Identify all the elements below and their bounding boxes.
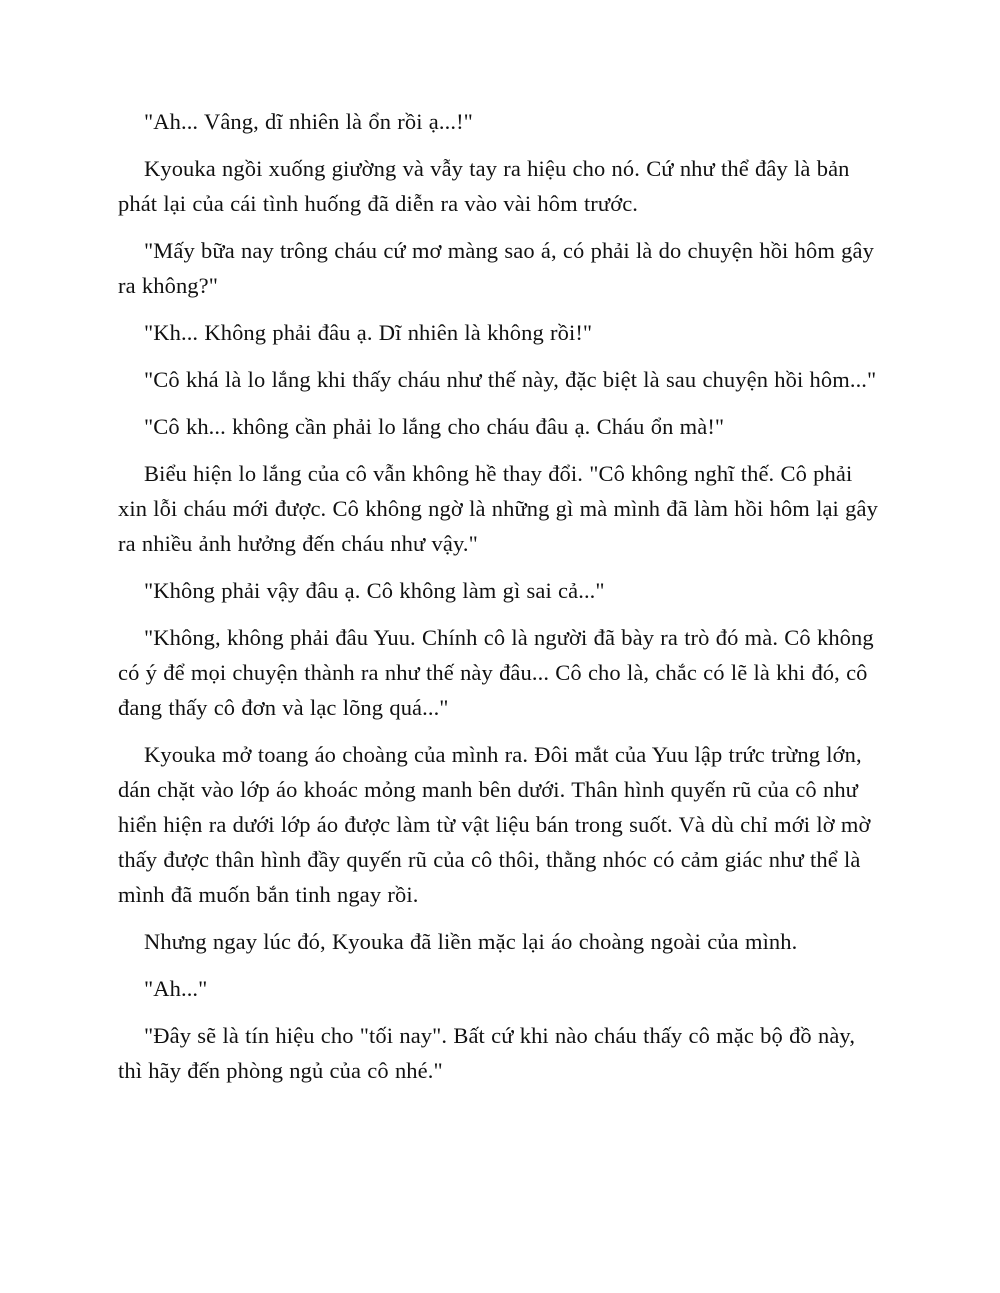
paragraph: Kyouka ngồi xuống giường và vẫy tay ra hiệu cho nó. Cứ như thể đây là bản phát lại của cái tình huống đã diễn ra vào vài hôm trước. <box>118 156 850 216</box>
paragraph: "Không, không phải đâu Yuu. Chính cô là người đã bày ra trò đó mà. Cô không có ý để mọi chuyện thành ra như thế này đâu... Cô cho là, chắc có lẽ là khi đó, cô đang thấy cô đơn và lạc lõng quá..." <box>118 625 874 720</box>
paragraph: "Mấy bữa nay trông cháu cứ mơ màng sao á, có phải là do chuyện hồi hôm gây ra không?" <box>118 238 874 298</box>
paragraph: Nhưng ngay lúc đó, Kyouka đã liền mặc lại áo choàng ngoài của mình. <box>144 929 798 954</box>
paragraph: "Ah..." <box>144 976 208 1001</box>
paragraph: "Không phải vậy đâu ạ. Cô không làm gì sai cả..." <box>144 578 605 603</box>
paragraph: "Ah... Vâng, dĩ nhiên là ổn rồi ạ...!" <box>144 109 473 134</box>
paragraph: "Cô khá là lo lắng khi thấy cháu như thế này, đặc biệt là sau chuyện hồi hôm..." <box>144 367 877 392</box>
page-text-body <box>118 104 882 1088</box>
paragraph: "Kh... Không phải đâu ạ. Dĩ nhiên là không rồi!" <box>144 320 593 345</box>
paragraph: Biểu hiện lo lắng của cô vẫn không hề thay đổi. "Cô không nghĩ thế. Cô phải xin lỗi cháu mới được. Cô không ngờ là những gì mà mình đã làm hồi hôm lại gây ra nhiều ảnh hưởng đến cháu như vậy." <box>118 461 878 556</box>
paragraph: "Đây sẽ là tín hiệu cho "tối nay". Bất cứ khi nào cháu thấy cô mặc bộ đồ này, thì hãy đến phòng ngủ của cô nhé." <box>118 1023 856 1083</box>
paragraph: Kyouka mở toang áo choàng của mình ra. Đôi mắt của Yuu lập trức trừng lớn, dán chặt vào lớp áo khoác mỏng manh bên dưới. Thân hình quyến rũ của cô như hiển hiện ra dưới lớp áo được làm từ vật liệu bán trong suốt. Và dù chỉ mới lờ mờ thấy được thân hình đầy quyến rũ của cô thôi, thằng nhóc có cảm giác như thể là mình đã muốn bắn tinh ngay rồi. <box>118 742 871 907</box>
paragraph: "Cô kh... không cần phải lo lắng cho cháu đâu ạ. Cháu ổn mà!" <box>144 414 725 439</box>
